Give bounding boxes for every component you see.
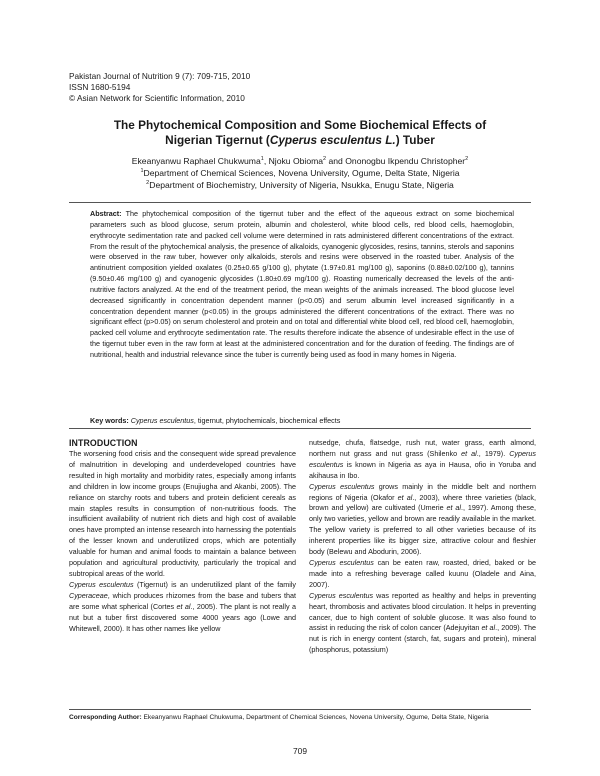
author-sep: ,	[263, 156, 269, 166]
right-paragraph-2	[309, 482, 536, 558]
author-list	[60, 155, 540, 167]
r1-species: Cyperus esculentus	[309, 448, 536, 469]
r3-a: can be eaten raw, roasted, dried, baked or be made into a refreshing beverage called kuunu (Oladele and Aina, 2007).	[309, 557, 536, 589]
divider-footnote	[69, 709, 531, 710]
intro-paragraph-2	[69, 580, 296, 635]
left-column	[69, 438, 296, 634]
keywords-rest: , tigernut, phytochemicals, biochemical effects	[193, 416, 341, 425]
journal-issn: ISSN 1680-5194	[69, 81, 131, 92]
intro-p2-family: Cyperaceae	[69, 590, 108, 600]
abstract	[90, 209, 514, 361]
intro-p2-b: , which produces rhizomes from the base and tubers that are some what spherical (Cortes	[69, 590, 296, 611]
paper-title	[60, 118, 540, 148]
affiliation-2-text: Department of Biochemistry, University of Nigeria, Nsukka, Enugu State, Nigeria	[149, 180, 454, 190]
intro-p2-a: (Tigernut) is an underutilized plant of the family	[133, 579, 296, 589]
author-2-sup: 2	[323, 156, 327, 163]
journal-header	[69, 71, 250, 103]
right-paragraph-3	[309, 558, 536, 591]
author-block	[60, 155, 540, 191]
r4-b: ., 2009). The nut is rich in energy content (starch, fat, sugars and protein), mineral (phosphorus, potassium)	[309, 623, 536, 655]
corresponding-author	[69, 713, 531, 722]
intro-p2-species: Cyperus esculentus	[69, 579, 134, 589]
abstract-label: Abstract:	[90, 209, 122, 218]
right-paragraph-4	[309, 591, 536, 656]
right-column	[309, 438, 536, 656]
affiliation-2	[60, 179, 540, 191]
abstract-text: The phytochemical composition of the tigernut tuber and the effect of the aqueous extract on some biochemical parameters such as blood glucose, serum protein, albumin and cholesterol, white blood cells, red blood cells, haemoglobin, erythrocyte sedimentation rate and packed cell volume were determined in rats administered different concentrations of the extract. From the result of the phytochemical analysis, the presence of alkaloids, cyanogenic glycosides, resins, tannins, sterols and saponins were observed in the raw tuber, however only alkaloids, sterols and resins were observed in the roasted tuber. Analysis of the antinutrient composition yielded oxalates (0.25±0.65 g/100 g), phytate (1.97±0.81 mg/100 g), saponins (0.88±0.02/100 g), tannins (9.50±0.46 mg/100 g) and cyanogenic glycosides (1.80±0.69 mg/100 g). Roasting numerically decreased the levels of the anti-nutritive factors analyzed. At the end of the treatment period, the mean weights of the animals increased. The blood glucose level decreased significantly in concentration dependent manner (p<0.05) and serum albumin level increased significantly in a concentration dependent manner (p<0.05) in the groups administered the different concentrations of the extract. There was no significant effect (p>0.05) on serum cholesterol and protein and on total and differential white blood cell, red blood cell, haemoglobin, packed cell volume and erythrocyte sedimentation rate. The results therefore indicate the absence of undesirable effect in the use of the tigernut tuber even in the raw form at least at the administered concentration and for the duration of feeding. The findings are of nutritional, health and industrial relevance since the tuber is currently being used as food in many homes in Nigeria.	[90, 209, 514, 359]
title-species: Cyperus esculentus L.	[269, 133, 396, 147]
keywords-species: Cyperus esculentus	[130, 416, 194, 425]
journal-copyright: © Asian Network for Scientific Information, 2010	[69, 92, 245, 103]
intro-p2-etal: et al	[176, 601, 191, 611]
corresponding-text: Ekeanyanwu Raphael Chukwuma, Department of Chemical Sciences, Novena University, Ogume, Delta State, Nigeria	[143, 714, 489, 721]
title-line-1: The Phytochemical Composition and Some Biochemical Effects of	[113, 118, 487, 132]
affiliation-1-sup: 1	[140, 168, 144, 175]
r1-c: is known in Nigeria as aya in Hausa, ofio in Yoruba and akihausa in Ibo.	[309, 459, 536, 480]
r4-etal: et al	[481, 623, 496, 633]
r2-a: grows mainly in the middle belt and northern regions of Nigeria (Okafor	[309, 481, 537, 502]
r3-species: Cyperus esculentus	[309, 557, 374, 567]
title-line-2-post: ) Tuber	[395, 133, 435, 147]
author-joiner: and	[326, 156, 346, 166]
affiliation-1	[60, 167, 540, 179]
right-paragraph-1	[309, 438, 536, 482]
r4-species: Cyperus esculentus	[309, 590, 374, 600]
r2-species: Cyperus esculentus	[309, 481, 375, 491]
author-1-sup: 1	[260, 156, 264, 163]
author-3-sup: 2	[465, 156, 469, 163]
r2-etal: et al	[397, 492, 413, 502]
corresponding-label: Corresponding Author:	[69, 714, 142, 721]
keywords-label: Key words:	[90, 416, 129, 425]
author-2: Njoku Obioma	[268, 156, 324, 166]
author-3: Ononogbu Ikpendu Christopher	[345, 156, 466, 166]
section-heading-introduction: INTRODUCTION	[69, 438, 138, 448]
r2-b: ., 2003), where three varieties (black, brown and yellow) are cultivated (Umerie	[309, 492, 536, 513]
keywords	[90, 416, 514, 426]
intro-paragraph-1: The worsening food crisis and the consequent wide spread prevalence of malnutrition in developing and underdeveloped countries have resulted in high mortality and morbidity rates, especially among infants and children in low income groups (Enujiugha and Akanbi, 2005). The reliance on starchy roots and tubers and protein deficient cereals as main staples results in consumption of non-nutritious foods. The insufficient availability of nutrient rich diets and high cost of available ones have prompted an intense research into harnessing the potentials of the lesser known and underutilized crops, which are potentially valuable for human and animal foods to maintain a balance between population and agricultural productivity, particularly the tropical and subtropical areas of the world.	[69, 449, 296, 578]
title-line-2-pre: Nigerian Tigernut (	[165, 133, 270, 147]
intro-p2-c: ., 2005). The plant is not really a nut but a tuber first discovered some 4000 years ago (Lowe and Whitewell, 2000). It has other names like yellow	[69, 601, 296, 633]
r1-a: nutsedge, chufa, flatsedge, rush nut, water grass, earth almond, northern nut grass and nut grass (Shilenko	[309, 438, 536, 458]
page-number: 709	[293, 746, 307, 756]
affiliation-1-text: Department of Chemical Sciences, Novena University, Ogume, Delta State, Nigeria	[143, 168, 460, 178]
r1-etal: et al	[461, 448, 477, 458]
title-line-2	[60, 133, 540, 148]
r1-b: ., 1979).	[476, 448, 510, 458]
journal-citation: Pakistan Journal of Nutrition 9 (7): 709-715, 2010	[69, 71, 251, 81]
r2-etal2: et al	[446, 503, 462, 513]
affiliation-2-sup: 2	[146, 180, 150, 187]
r2-c: ., 1997). Among these, only two varieties, yellow and brown are readily available in the market. The yellow variety is preferred to all other varieties because of its inherent properties like its bigger size, attractive colour and fleshier body (Belewu and Abodurin, 2006).	[309, 503, 536, 557]
divider-middle	[69, 428, 531, 429]
divider-top	[69, 202, 531, 203]
r4-a: was reported as healthy and helps in preventing heart, thrombosis and activates blood circulation. It helps in preventing cancer, due to high content of soluble glucose. It was also found to assist in reducing the risk of colon cancer (Adejuyitan	[309, 590, 536, 633]
author-1: Ekeanyanwu Raphael Chukwuma	[131, 156, 261, 166]
